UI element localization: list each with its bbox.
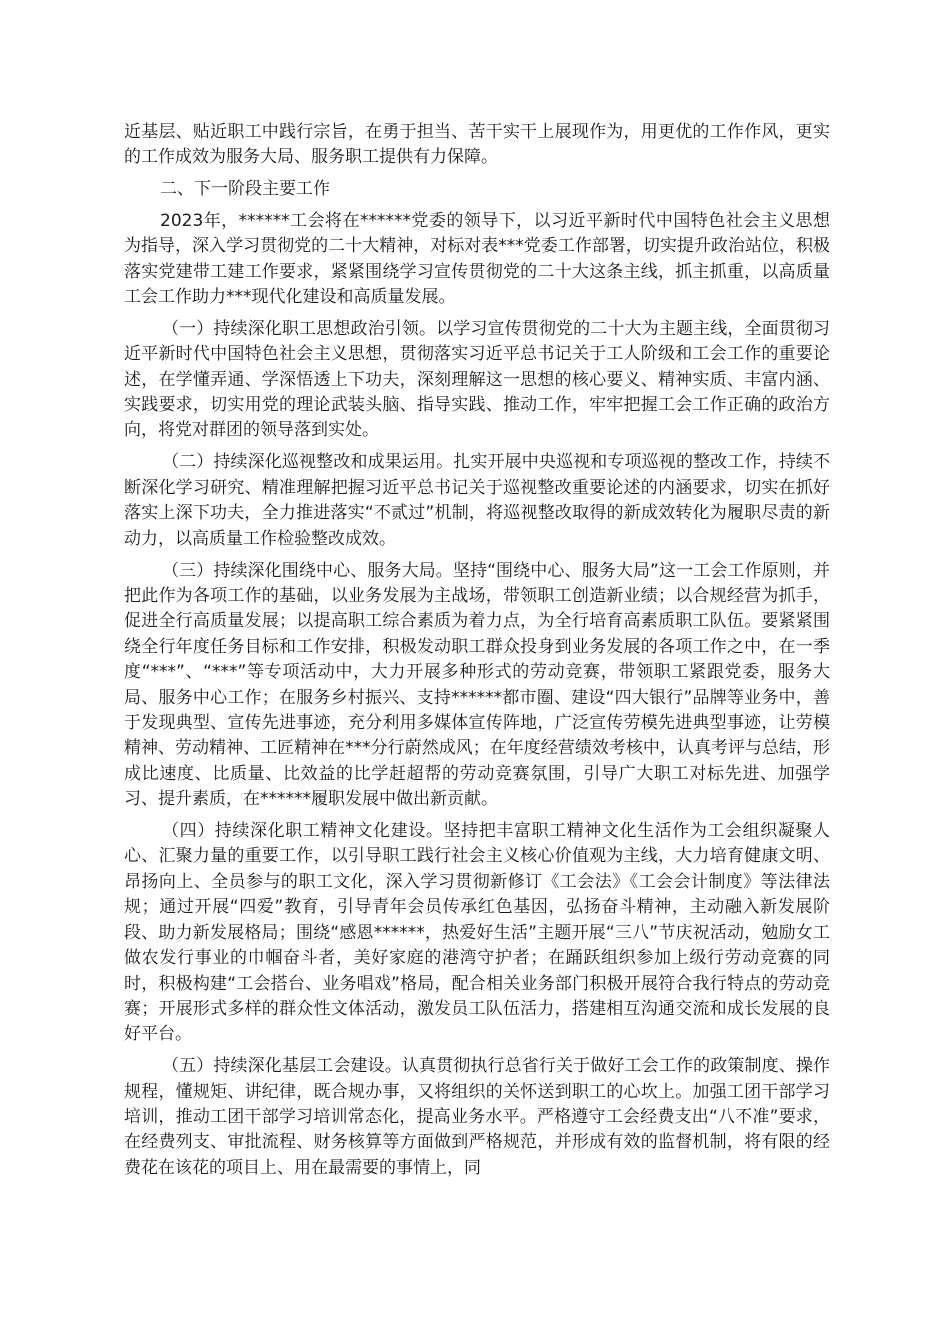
paragraph-item-4: （四）持续深化职工精神文化建设。坚持把丰富职工精神文化生活作为工会组织凝聚人心、汇聚力量的重要工作，以引导职工践行社会主义核心价值观为主线，大力培育健康文明、昂扬向上、全员参与的职工文化，深入学习贯彻新修订《工会法》《工会会计制度》等法律法规；通过开展“四爱”教育，引导青年会员传承红色基因，弘扬奋斗精神，主动融入新发展阶段、助力新发展格局；围绕“感恩******，热爱好生活”主题开展“三八”节庆祝活动，勉励女工做农发行事业的巾帼奋斗者，美好家庭的港湾守护者；在踊跃组织参加上级行劳动竞赛的同时，积极构建“工会搭台、业务唱戏”格局，配合相关业务部门积极开展符合我行特点的劳动竞赛；开展形式多样的群众性文体活动，激发员工队伍活力，搭建相互沟通交流和成长发展的良好平台。	[124, 821, 830, 1045]
paragraph-continuation: 近基层、贴近职工中践行宗旨，在勇于担当、苦干实干上展现作为，用更优的工作作风，更实的工作成效为服务大局、服务职工提供有力保障。	[124, 122, 830, 168]
document-page	[124, 120, 830, 1188]
section-heading: 二、下一阶段主要工作	[160, 179, 330, 200]
paragraph-intro: 2023年，******工会将在******党委的领导下，以习近平新时代中国特色社会主义思想为指导，深入学习贯彻党的二十大精神，对标对表***党委工作部署，切实提升政治站位，积极落实党建带工建工作要求，紧紧围绕学习宣传贯彻党的二十大这条主线，抓主抓重，以高质量工会工作助力***现代化建设和高质量发展。	[124, 210, 830, 307]
paragraph-item-2: （二）持续深化巡视整改和成果运用。扎实开展中央巡视和专项巡视的整改工作，持续不断深化学习研究、精准理解把握习近平总书记关于巡视整改重要论述的内涵要求，切实在抓好落实上深下功夫，全力推进落实“不贰过”机制，将巡视整改取得的新成效转化为履职尽责的新动力，以高质量工作检验整改成效。	[124, 452, 830, 549]
paragraph-item-1: （一）持续深化职工思想政治引领。以学习宣传贯彻党的二十大为主题主线，全面贯彻习近平新时代中国特色社会主义思想，贯彻落实习近平总书记关于工人阶级和工会工作的重要论述，在学懂弄通、学深悟透上下功夫，深刻理解这一思想的核心要义、精神实质、丰富内涵、实践要求，切实用党的理论武装头脑、指导实践、推动工作，牢牢把握工会工作正确的政治方向，将党对群团的领导落到实处。	[124, 318, 830, 441]
paragraph-item-5: （五）持续深化基层工会建设。认真贯彻执行总省行关于做好工会工作的政策制度、操作规程，懂规矩、讲纪律，既合规办事，又将组织的关怀送到职工的心坎上。加强工团干部学习培训，推动工团干部学习培训常态化，提高业务水平。严格遵守工会经费支出“八不准”要求，在经费列支、审批流程、财务核算等方面做到严格规范，并形成有效的监督机制，将有限的经费花在该花的项目上、用在最需要的事情上，同	[124, 1056, 830, 1178]
paragraph-item-3: （三）持续深化围绕中心、服务大局。坚持“围绕中心、服务大局”这一工会工作原则，并把此作为各项工作的基础，以业务发展为主战场，带领职工创造新业绩；以合规经营为抓手，促进全行高质量发展；以提高职工综合素质为着力点，为全行培育高素质职工队伍。要紧紧围绕全行年度任务目标和工作安排，积极发动职工群众投身到业务发展的各项工作之中，在一季度“***”、“***”等专项活动中，大力开展多种形式的劳动竞赛，带领职工紧跟党委，服务大局、服务中心工作；在服务乡村振兴、支持******都市圈、建设“四大银行”品牌等业务中，善于发现典型、宣传先进事迹，充分利用多媒体宣传阵地，广泛宣传劳模先进典型事迹，让劳模精神、劳动精神、工匠精神在***分行蔚然成风；在年度经营绩效考核中，认真考评与总结，形成比速度、比质量、比效益的比学赶超帮的劳动竞赛氛围，引导广大职工对标先进、加强学习、提升素质，在******履职发展中做出新贡献。	[124, 560, 830, 810]
